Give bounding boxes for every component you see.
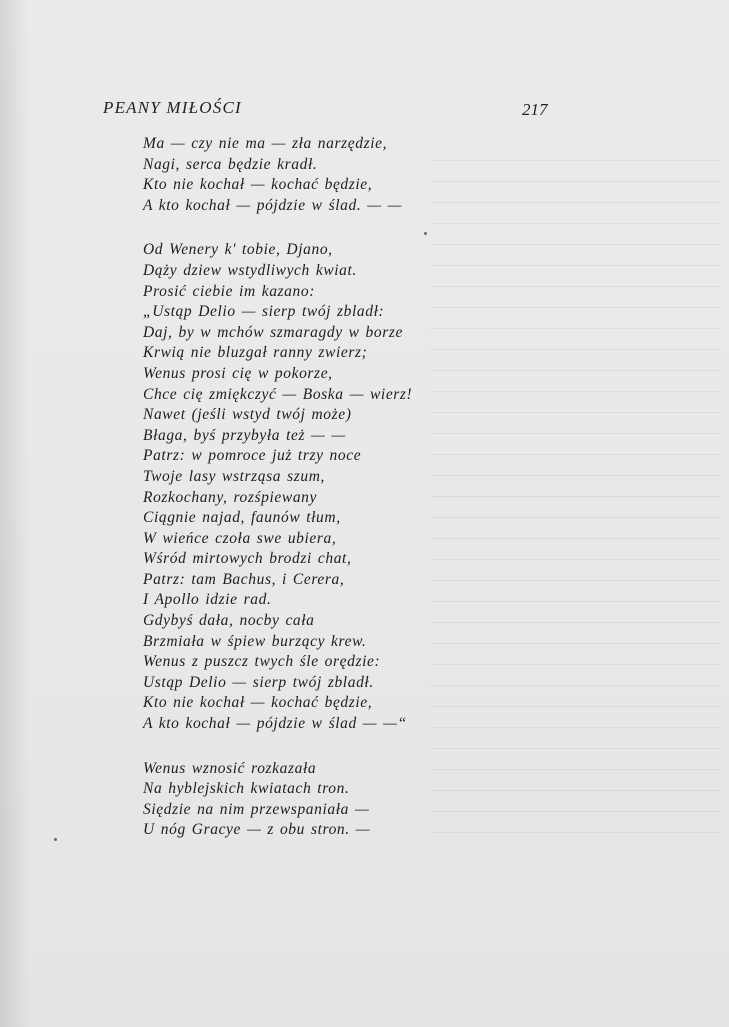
poem-line: I Apollo idzie rad. — [143, 591, 272, 609]
poem-line: W wieńce czoła swe ubiera, — [143, 529, 337, 547]
poem-line: Na hyblejskich kwiatach tron. — [143, 780, 350, 798]
poem — [143, 134, 473, 865]
stanza — [143, 759, 473, 841]
poem-line: Siędzie na nim przewspaniała — — [143, 800, 370, 818]
poem-line: Ciągnie najad, faunów tłum, — [143, 509, 341, 527]
bleed-through-text — [430, 160, 720, 840]
poem-line: Nawet (jeśli wstyd twój może) — [143, 406, 352, 424]
poem-line: Kto nie kochał — kochać będzie, — [143, 694, 373, 712]
poem-line: Chce cię zmiękczyć — Boska — wierz! — [143, 385, 413, 403]
poem-line: Krwią nie bluzgał ranny zwierz; — [143, 344, 368, 362]
poem-line: Rozkochany, rozśpiewany — [143, 488, 318, 506]
poem-line: Brzmiała w śpiew burzący krew. — [143, 632, 367, 650]
poem-line: Daj, by w mchów szmaragdy w borze — [143, 323, 404, 341]
poem-line: A kto kochał — pójdzie w ślad. — — — [143, 196, 403, 214]
poem-line: Wenus prosi cię w pokorze, — [143, 364, 333, 382]
poem-line: Nagi, serca będzie kradł. — [143, 155, 318, 173]
poem-line: Dąży dziew wstydliwych kwiat. — [143, 261, 357, 279]
poem-line: Twoje lasy wstrząsa szum, — [143, 467, 325, 485]
poem-line: Ustąp Delio — sierp twój zbladł. — [143, 673, 374, 691]
poem-line: Kto nie kochał — kochać będzie, — [143, 176, 373, 194]
stanza — [143, 134, 473, 216]
poem-line: Patrz: w pomroce już trzy noce — [143, 447, 362, 465]
poem-line: Ma — czy nie ma — zła narzędzie, — [143, 135, 388, 152]
poem-line: Od Wenery k' tobie, Djano, — [143, 241, 333, 259]
poem-line: Błaga, byś przybyła też — — — [143, 426, 346, 444]
poem-line: Wenus z puszcz twych śle orędzie: — [143, 653, 381, 671]
running-head: PEANY MIŁOŚCI — [103, 98, 242, 117]
ink-speck — [54, 838, 57, 841]
poem-line: Patrz: tam Bachus, i Cerera, — [143, 570, 345, 588]
poem-line: U nóg Gracye — z obu stron. — — [143, 821, 371, 839]
poem-line: A kto kochał — pójdzie w ślad — —“ — [143, 715, 407, 733]
poem-line: Prosić ciebie im kazano: — [143, 282, 315, 300]
poem-line: Wśród mirtowych brodzi chat, — [143, 550, 352, 568]
page-number: 217 — [522, 100, 548, 119]
poem-line: Gdybyś dała, nocby cała — [143, 612, 315, 630]
stanza — [143, 240, 473, 734]
poem-line: „Ustąp Delio — sierp twój zbladł: — [143, 303, 385, 321]
poem-line: Wenus wznosić rozkazała — [143, 759, 317, 777]
ink-speck — [424, 232, 427, 235]
